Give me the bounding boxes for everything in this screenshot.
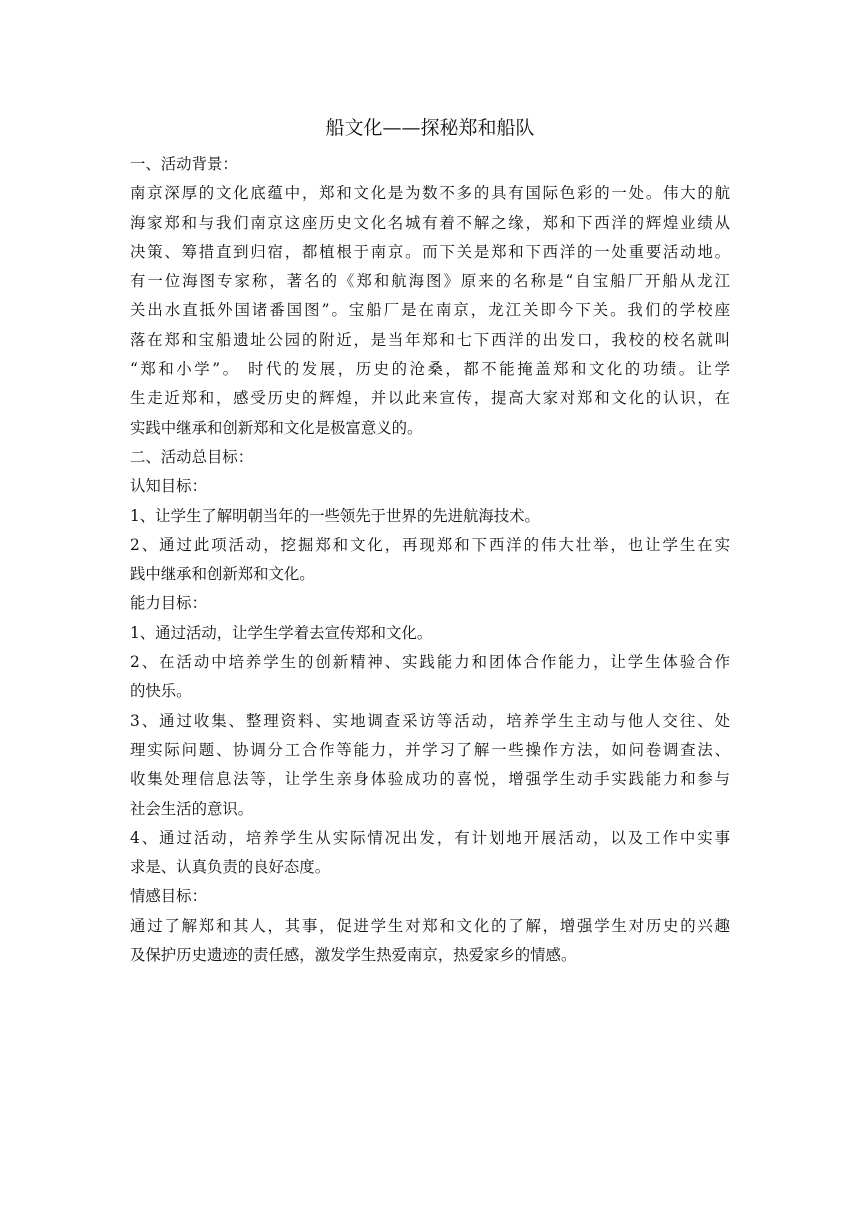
- text-line: 3、通过收集、整理资料、实地调查采访等活动，培养学生主动与他人交往、处: [130, 711, 730, 730]
- text-line: 情感目标：: [130, 887, 207, 906]
- text-line: 关出水直抵外国诸番国图”。宝船厂是在南京，龙江关即今下关。我们的学校座: [130, 301, 730, 320]
- document-title: 船文化——探秘郑和船队: [325, 117, 535, 139]
- document-body: [130, 108, 730, 970]
- text-line: 海家郑和与我们南京这座历史文化名城有着不解之缘，郑和下西洋的辉煌业绩从: [130, 213, 730, 232]
- text-line: 认知目标：: [130, 477, 207, 496]
- text-line: 二、活动总目标：: [130, 447, 254, 466]
- text-line: 能力目标：: [130, 594, 207, 613]
- text-line: 4、通过活动，培养学生从实际情况出发，有计划地开展活动，以及工作中实事: [130, 828, 730, 847]
- text-line: 南京深厚的文化底蕴中，郑和文化是为数不多的具有国际色彩的一处。伟大的航: [130, 184, 730, 203]
- text-line: 生走近郑和，感受历史的辉煌，并以此来宣传，提高大家对郑和文化的认识，在: [130, 389, 730, 408]
- text-line: 1、通过活动，让学生学着去宣传郑和文化。: [130, 623, 433, 642]
- text-line: 一、活动背景：: [130, 155, 238, 173]
- text-line: 通过了解郑和其人，其事，促进学生对郑和文化的了解，增强学生对历史的兴趣: [130, 916, 730, 935]
- text-line: “郑和小学”。 时代的发展，历史的沧桑，都不能掩盖郑和文化的功绩。让学: [130, 360, 730, 379]
- document-text: [130, 150, 730, 970]
- text-line: 理实际问题、协调分工合作等能力，并学习了解一些操作方法，如问卷调查法、: [130, 740, 730, 759]
- text-line: 求是、认真负责的良好态度。: [130, 858, 331, 877]
- text-line: 1、让学生了解明朝当年的一些领先于世界的先进航海技术。: [130, 506, 540, 525]
- text-line: 落在郑和宝船遗址公园的附近，是当年郑和七下西洋的出发口，我校的校名就叫: [130, 330, 730, 349]
- text-line: 践中继承和创新郑和文化。: [130, 565, 315, 584]
- text-line: 社会生活的意识。: [130, 799, 254, 818]
- text-line: 决策、筹措直到归宿，都植根于南京。而下关是郑和下西洋的一处重要活动地。: [130, 242, 730, 261]
- text-line: 2、在活动中培养学生的创新精神、实践能力和团体合作能力，让学生体验合作: [130, 653, 730, 672]
- text-line: 2、通过此项活动，挖掘郑和文化，再现郑和下西洋的伟大壮举，也让学生在实: [130, 535, 730, 554]
- text-line: 收集处理信息法等，让学生亲身体验成功的喜悦，增强学生动手实践能力和参与: [130, 770, 730, 789]
- text-line: 的快乐。: [130, 682, 192, 701]
- text-line: 及保护历史遗迹的责任感，激发学生热爱南京，热爱家乡的情感。: [130, 946, 577, 965]
- text-line: 有一位海图专家称，著名的《郑和航海图》原来的名称是“自宝船厂开船从龙江: [130, 272, 730, 291]
- text-line: 实践中继承和创新郑和文化是极富意义的。: [130, 418, 423, 437]
